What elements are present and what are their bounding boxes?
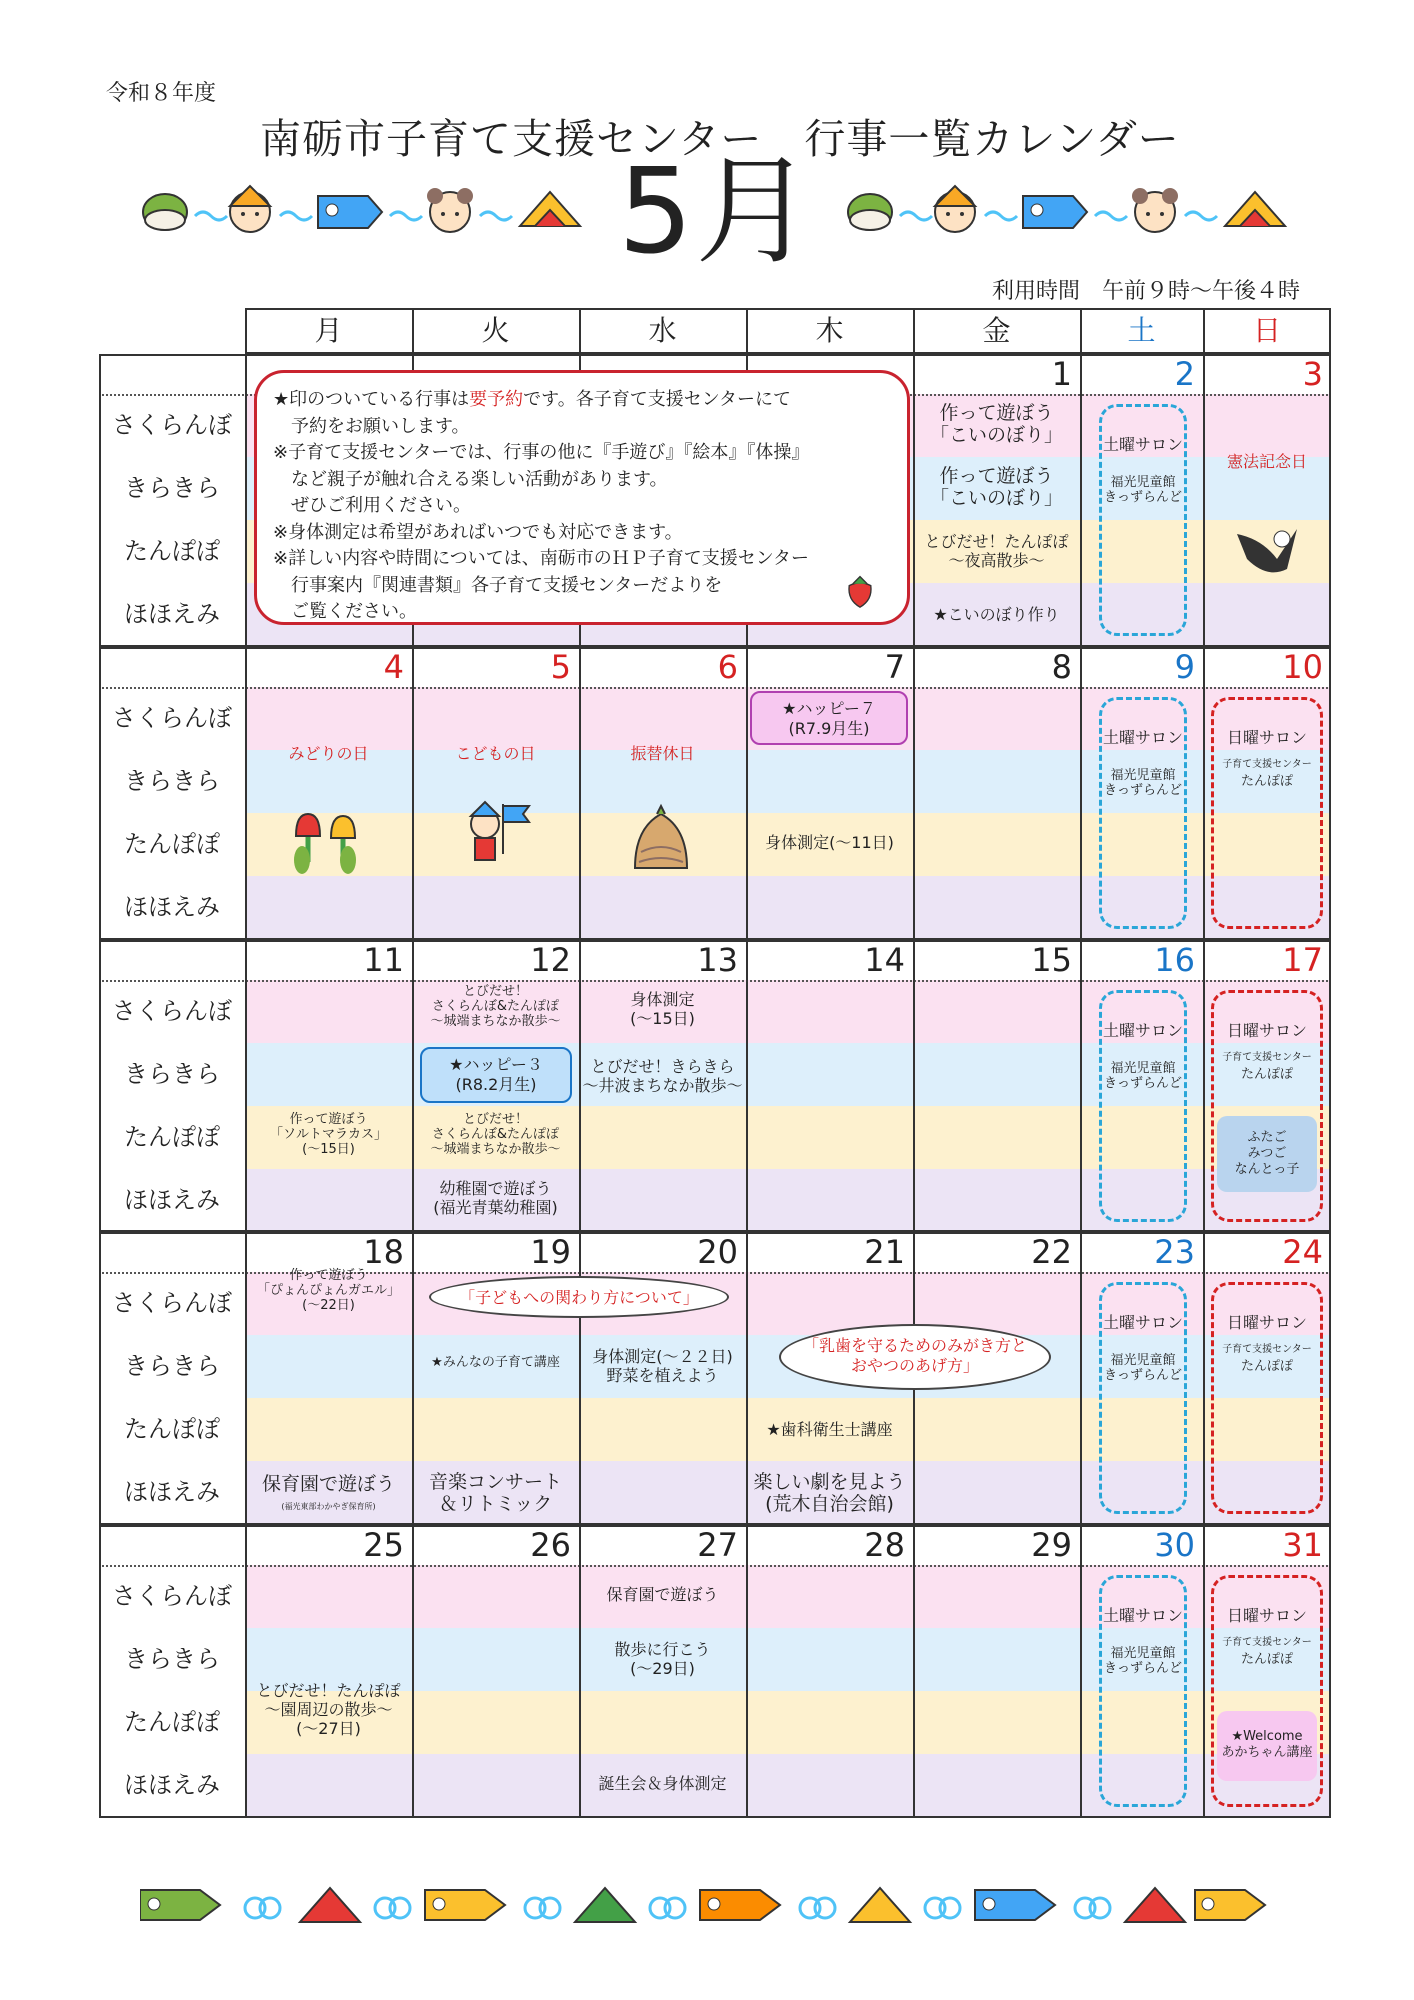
row-label: さくらんぼ (99, 1565, 245, 1628)
day-cell-divider (1203, 1232, 1205, 1525)
event-text: とびだせ！たんぽぽ ～園周辺の散歩～ (～27日) (256, 1681, 401, 1739)
saturday-salon-box (1099, 404, 1187, 636)
event-text: 音楽コンサート ＆リトミック (428, 1471, 562, 1516)
weekday-divider (412, 308, 414, 354)
row-label: きらきら (99, 1335, 245, 1398)
row-label: たんぽぽ (99, 1398, 245, 1461)
saturday-salon-box (1099, 1282, 1187, 1514)
row-label: きらきら (99, 750, 245, 813)
event-text: とびだせ！たんぽぽ ～夜高散歩～ (924, 532, 1069, 570)
row-label: たんぽぽ (99, 813, 245, 876)
sunday-salon-place-small: 子育て支援センター (1222, 758, 1312, 770)
child-face-icon (427, 188, 473, 232)
day-cell-divider (913, 1525, 915, 1818)
day-cell-divider (913, 647, 915, 940)
koinobori-icon (425, 1890, 505, 1920)
event-text: ★歯科衛生士講座 (766, 1420, 893, 1440)
day-cell-divider (1080, 647, 1082, 940)
event-text: ★こいのぼり作り (933, 605, 1060, 624)
sunday-salon-place: たんぽぽ (1240, 773, 1293, 789)
event-text: 作って遊ぼう 「ぴょんぴょんガエル」 (～22日) (256, 1268, 400, 1314)
happy-7-badge: ★ハッピー７ (R7.9月生) (750, 691, 908, 745)
kabuto-icon (850, 1888, 910, 1922)
header-decoration-left (140, 180, 610, 240)
kabuto-icon (300, 1888, 360, 1922)
holiday-label: みどりの日 (288, 743, 369, 763)
sunday-salon-title: 日曜サロン (1226, 1020, 1307, 1040)
date-number: 25 (363, 1526, 404, 1565)
date-number: 4 (383, 647, 404, 686)
saturday-salon-place: 福光児童館 きっずらんど (1103, 475, 1182, 505)
multiples-club-badge: ふたご みつご なんとっ子 (1217, 1116, 1317, 1192)
day-cell-divider (1203, 647, 1205, 940)
day-cell-divider (1203, 354, 1205, 647)
row-label: ほほえみ (99, 1169, 245, 1232)
date-number: 10 (1282, 647, 1323, 686)
notice-line (273, 387, 893, 414)
saturday-salon-title: 土曜サロン (1102, 1313, 1183, 1333)
sunday-salon-box (1211, 1282, 1323, 1514)
kashiwa-mochi-icon (848, 194, 892, 230)
koinobori-icon (1195, 1890, 1265, 1920)
sunday-salon-title: 日曜サロン (1226, 1313, 1307, 1333)
row-label: さくらんぼ (99, 1272, 245, 1335)
bamboo-shoot-icon (621, 802, 701, 882)
notice-text: ★印のついている行事は (273, 389, 470, 410)
saturday-salon-place: 福光児童館 きっずらんど (1103, 1646, 1182, 1677)
event-text: 楽しい劇を見よう (荒木自治会館) (753, 1471, 906, 1516)
child-face-icon (230, 186, 270, 232)
date-number: 1 (1051, 355, 1072, 393)
date-number: 22 (1031, 1233, 1072, 1272)
date-number: 23 (1154, 1233, 1195, 1272)
weekday-divider (1080, 308, 1082, 354)
header-decoration-right (845, 180, 1315, 240)
day-cell-divider (245, 647, 247, 940)
child-face-icon (1132, 188, 1178, 232)
weekday-sun: 日 (1252, 314, 1281, 347)
day-cell-divider (746, 940, 748, 1233)
cloud-icon (650, 1898, 685, 1918)
notice-line: ご覧ください。 (273, 601, 417, 622)
row-label: さくらんぼ (99, 394, 245, 457)
child-with-koinobori-icon (455, 794, 535, 874)
row-label: ほほえみ (99, 1754, 245, 1817)
day-cell-divider (913, 940, 915, 1233)
child-face-icon (935, 186, 975, 232)
event-subtext: (福光東部わかやぎ保育所) (281, 1502, 376, 1512)
month-label: 5月 (618, 142, 816, 280)
kabuto-icon (1225, 192, 1285, 226)
notice-line: ぜひご利用ください。 (273, 495, 471, 516)
day-cell-divider (1080, 354, 1082, 647)
notice-line: ※詳しい内容や時間については、南砺市のＨＰ子育て支援センター (273, 548, 809, 569)
tulip-icon (288, 802, 368, 882)
weekday-tue: 火 (481, 314, 510, 347)
event-text: 身体測定 (～15日) (630, 989, 695, 1028)
date-number: 6 (717, 647, 738, 686)
speech-bubble-teeth: 「乳歯を守るためのみがき方と おやつのあげ方」 (779, 1324, 1051, 1390)
date-number: 28 (864, 1526, 905, 1565)
date-number: 19 (530, 1233, 571, 1272)
date-number: 2 (1174, 355, 1195, 393)
footer-decoration (140, 1880, 1270, 1930)
notice-line: 予約をお願いします。 (273, 415, 470, 437)
saturday-salon-box (1099, 1575, 1187, 1807)
sunday-salon-box (1211, 697, 1323, 929)
sunday-salon-title: 日曜サロン (1226, 1606, 1307, 1626)
notice-line: ※身体測定は希望があればいつでも対応できます。 (273, 521, 683, 543)
koinobori-icon (700, 1890, 780, 1920)
notice-emphasis: 要予約 (469, 389, 524, 410)
event-text: とびだせ！きらきら ～井波まちなか散歩～ (582, 1056, 743, 1095)
weekday-divider (746, 308, 748, 354)
sunday-salon-place: たんぽぽ (1240, 1359, 1293, 1375)
saturday-salon-box (1099, 990, 1187, 1222)
event-text: 保育園で遊ぼう (606, 1585, 719, 1605)
row-label: きらきら (99, 457, 245, 520)
day-cell-divider (1203, 940, 1205, 1233)
holiday-label: こどもの日 (455, 743, 536, 763)
event-text: 作って遊ぼう 「こいのぼり」 (929, 465, 1063, 509)
date-number: 9 (1174, 647, 1195, 686)
weekday-sat: 土 (1127, 314, 1156, 347)
date-number: 26 (530, 1526, 571, 1565)
date-number: 30 (1154, 1526, 1195, 1565)
kabuto-icon (1125, 1888, 1185, 1922)
saturday-salon-title: 土曜サロン (1102, 727, 1183, 747)
sunday-salon-place-small: 子育て支援センター (1222, 1344, 1312, 1356)
date-number: 27 (697, 1526, 738, 1565)
saturday-salon-place: 福光児童館 きっずらんど (1103, 767, 1182, 798)
strawberry-icon (842, 573, 878, 609)
row-label: たんぽぽ (99, 520, 245, 583)
opening-hours: 利用時間 午前９時～午後４時 (992, 279, 1301, 304)
sunday-salon-place: たんぽぽ (1240, 1066, 1293, 1082)
date-number: 3 (1302, 355, 1323, 393)
cloud-icon (375, 1898, 410, 1918)
day-cell-divider (245, 940, 247, 1233)
swallow-icon (1227, 504, 1307, 584)
row-label: ほほえみ (99, 1461, 245, 1524)
date-number: 18 (363, 1233, 404, 1272)
date-number: 31 (1282, 1526, 1323, 1565)
day-cell-divider (1080, 1232, 1082, 1525)
notice-line: など親子が触れ合える楽しい活動があります。 (273, 468, 668, 490)
date-number: 29 (1031, 1526, 1072, 1565)
cloud-icon (800, 1898, 835, 1918)
kashiwa-mochi-icon (143, 194, 187, 230)
notice-line: 行事案内『関連書類』各子育て支援センターだよりを (273, 574, 723, 596)
monthly-calendar (99, 308, 1331, 1820)
weekday-fri: 金 (982, 314, 1011, 347)
day-cell-divider (1203, 1525, 1205, 1818)
date-number: 8 (1051, 647, 1072, 686)
day-cell-divider (746, 1525, 748, 1818)
date-number: 16 (1154, 940, 1195, 979)
fiscal-year: 令和８年度 (106, 81, 217, 106)
notice-line: ※子育て支援センターでは、行事の他に『手遊び』『絵本』『体操』 (273, 442, 810, 463)
saturday-salon-box (1099, 697, 1187, 929)
saturday-salon-place: 福光児童館 きっずらんど (1103, 1353, 1182, 1384)
event-text: ★みんなの子育て講座 (431, 1355, 560, 1371)
weekday-thu: 木 (815, 314, 844, 347)
event-text: とびだせ！ さくらんぼ&たんぽぽ ～城端まちなか散歩～ (430, 983, 561, 1029)
event-text: 身体測定(～２２日) 野菜を植えよう (592, 1347, 733, 1386)
date-number: 12 (530, 940, 571, 979)
date-number: 5 (550, 647, 571, 686)
event-text: 保育園で遊ぼう (261, 1473, 395, 1496)
row-label: ほほえみ (99, 583, 245, 646)
holiday-label: 憲法記念日 (1226, 452, 1307, 471)
saturday-salon-title: 土曜サロン (1102, 435, 1183, 454)
kabuto-icon (520, 192, 580, 226)
welcome-baby-badge: ★Welcome あかちゃん講座 (1217, 1711, 1317, 1781)
day-cell-divider (746, 647, 748, 940)
row-label: きらきら (99, 1628, 245, 1691)
notice-text: です。各子育て支援センターにて (523, 389, 791, 410)
cloud-icon (1075, 1898, 1110, 1918)
date-number: 15 (1031, 940, 1072, 979)
saturday-salon-title: 土曜サロン (1102, 1606, 1183, 1626)
event-text: 作って遊ぼう 「こいのぼり」 (929, 402, 1063, 446)
holiday-label: 振替休日 (630, 743, 695, 763)
cloud-icon (925, 1898, 960, 1918)
day-cell-divider (412, 1525, 414, 1818)
koinobori-icon (318, 196, 382, 228)
page-title: 南砺市子育て支援センター 行事一覧カレンダー (260, 115, 1180, 163)
date-number: 11 (363, 940, 404, 979)
weekday-wed: 水 (648, 314, 677, 347)
weekday-mon: 月 (314, 314, 343, 347)
cloud-icon (245, 1898, 280, 1918)
date-number: 17 (1282, 940, 1323, 979)
date-number: 24 (1282, 1233, 1323, 1272)
weekday-divider (913, 308, 915, 354)
notice-box (254, 370, 910, 625)
date-number: 7 (884, 647, 905, 686)
koinobori-icon (975, 1890, 1055, 1920)
sunday-salon-title: 日曜サロン (1226, 727, 1307, 747)
event-text: 誕生会＆身体測定 (598, 1774, 727, 1794)
day-cell-divider (1080, 1525, 1082, 1818)
sunday-salon-place-small: 子育て支援センター (1222, 1637, 1312, 1649)
kabuto-icon (575, 1888, 635, 1922)
speech-bubble-parenting: 「子どもへの関わり方について」 (429, 1276, 729, 1318)
day-cell-divider (1080, 940, 1082, 1233)
weekday-header-bottom (245, 352, 1331, 354)
event-text: 散歩に行こう (～29日) (614, 1640, 711, 1679)
happy-3-badge: ★ハッピー３ (R8.2月生) (420, 1047, 572, 1103)
koinobori-icon (1023, 196, 1087, 228)
event-text: とびだせ！ さくらんぼ&たんぽぽ ～城端まちなか散歩～ (430, 1111, 561, 1157)
saturday-salon-title: 土曜サロン (1102, 1020, 1183, 1040)
row-label: さくらんぼ (99, 980, 245, 1043)
saturday-salon-place: 福光児童館 きっずらんど (1103, 1060, 1182, 1091)
day-cell-divider (245, 354, 247, 647)
date-number: 21 (864, 1233, 905, 1272)
koinobori-icon (140, 1890, 220, 1920)
date-number: 20 (697, 1233, 738, 1272)
event-text: 幼稚園で遊ぼう (福光青葉幼稚園) (433, 1178, 558, 1217)
sunday-salon-place-small: 子育て支援センター (1222, 1051, 1312, 1063)
weekday-divider (1203, 308, 1205, 354)
row-label: たんぽぽ (99, 1106, 245, 1169)
row-label: たんぽぽ (99, 1691, 245, 1754)
cloud-icon (525, 1898, 560, 1918)
event-text: 身体測定(～11日) (765, 832, 894, 852)
event-text: 作って遊ぼう 「ソルトマラカス」 (～15日) (269, 1111, 387, 1157)
day-cell-divider (412, 647, 414, 940)
date-number: 13 (697, 940, 738, 979)
row-label: さくらんぼ (99, 687, 245, 750)
day-cell-divider (579, 647, 581, 940)
row-label: ほほえみ (99, 876, 245, 939)
row-label: きらきら (99, 1043, 245, 1106)
sunday-salon-place: たんぽぽ (1240, 1652, 1293, 1668)
weekday-divider (579, 308, 581, 354)
day-cell-divider (245, 1525, 247, 1818)
date-number: 14 (864, 940, 905, 979)
